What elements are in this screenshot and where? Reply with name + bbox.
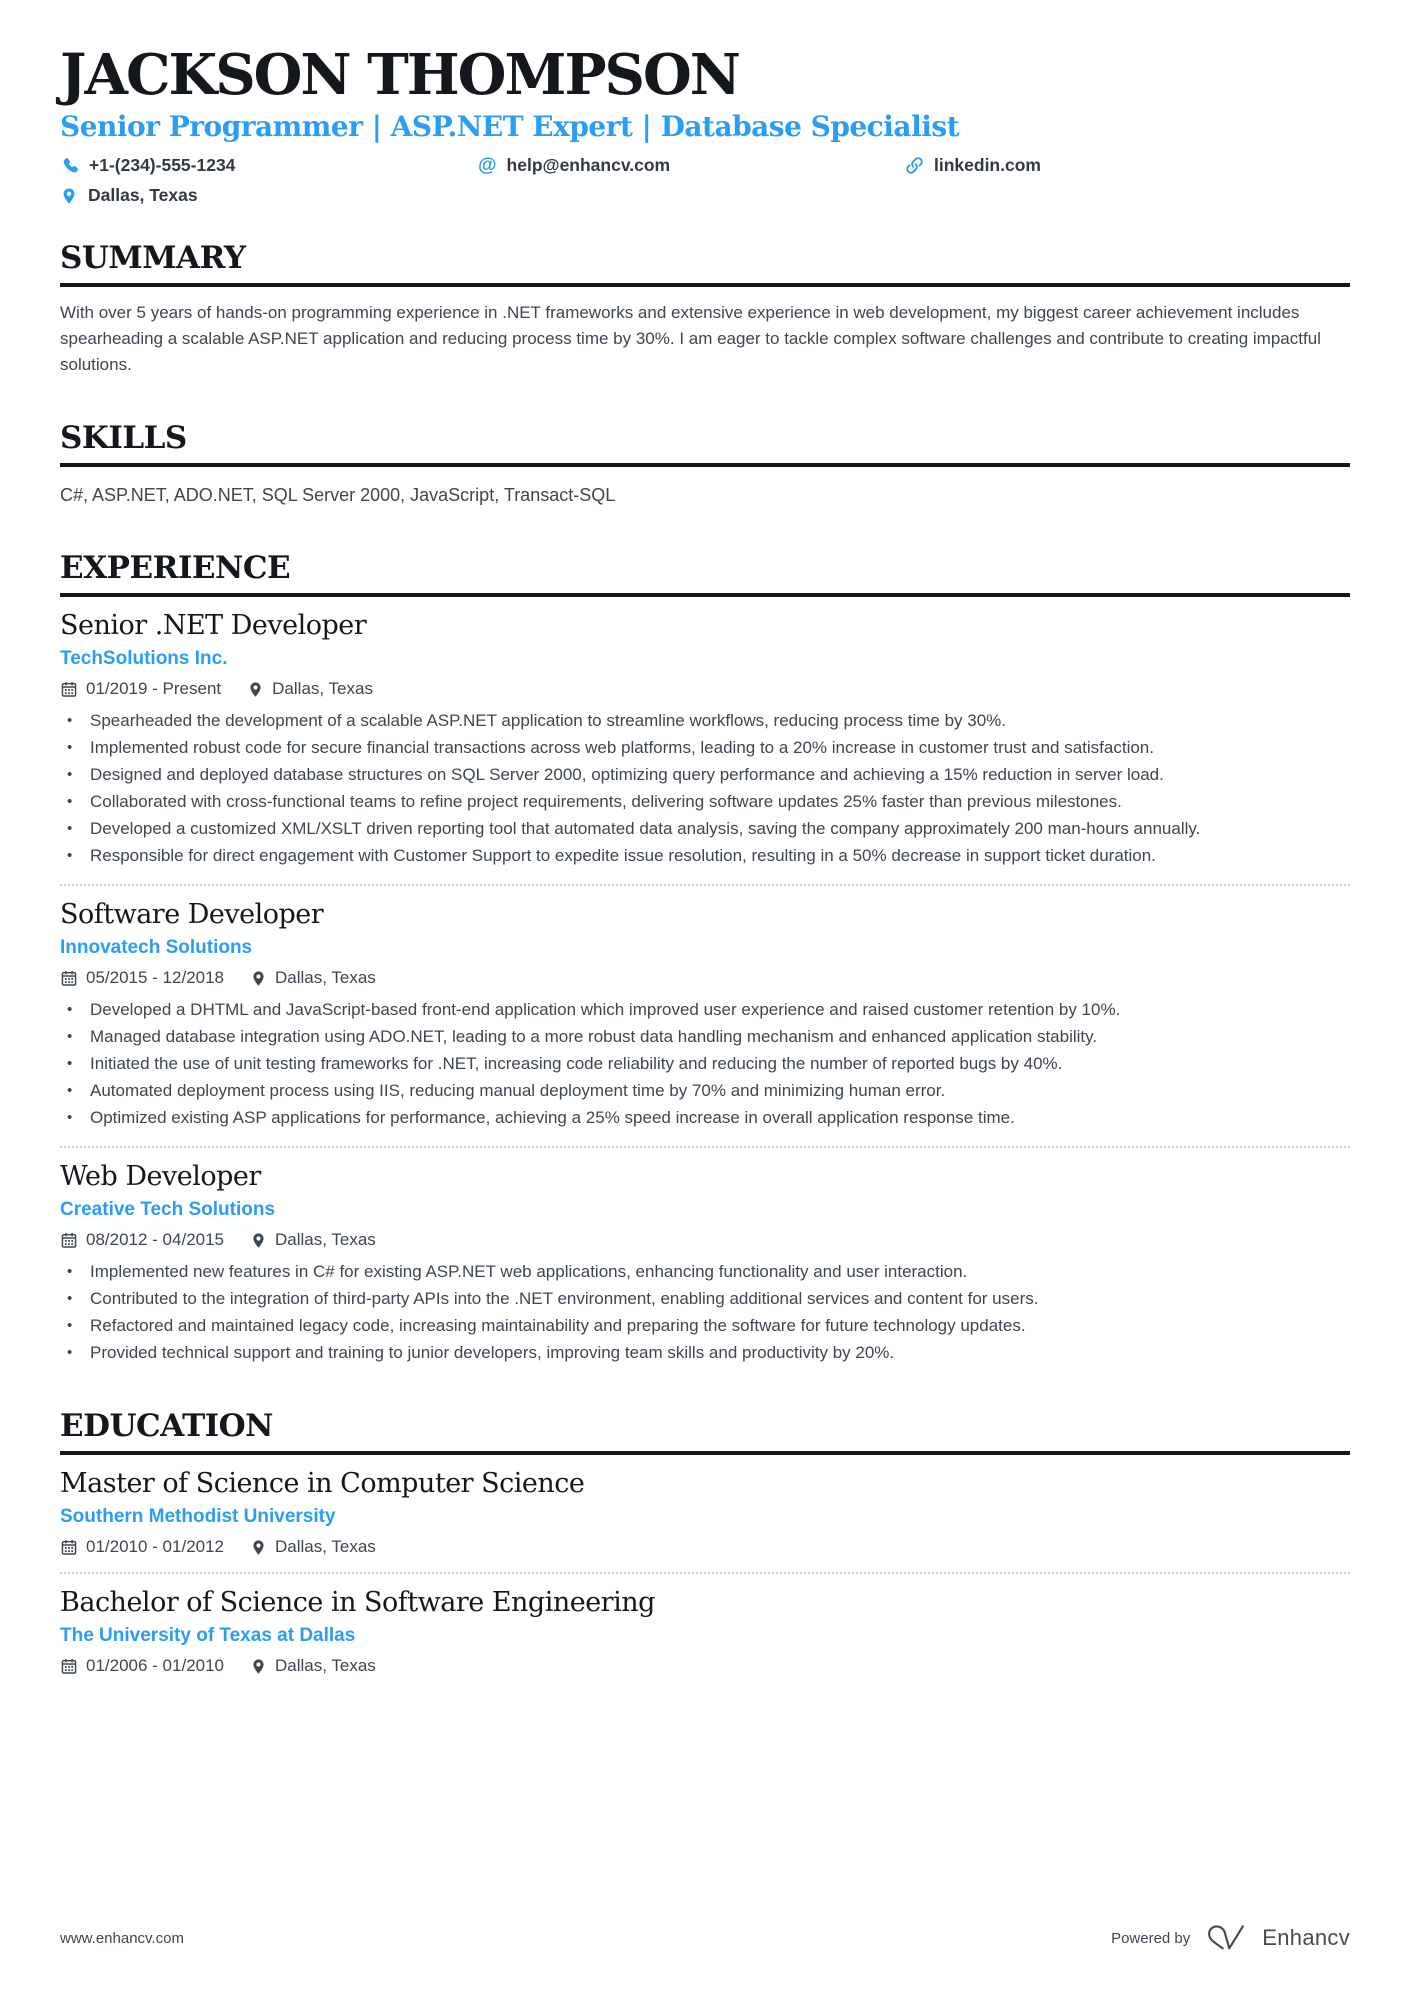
degree-meta <box>60 1537 1350 1557</box>
bullet-item: • Designed and deployed database structures on SQL Server 2000, optimizing query performance and achieving a 15% reduction in server load. <box>60 762 1350 788</box>
calendar-icon <box>60 969 78 987</box>
link-contact[interactable] <box>905 155 1041 176</box>
job-location: Dallas, Texas <box>275 968 376 988</box>
location-item <box>250 968 376 988</box>
job-title: Senior .NET Developer <box>60 610 367 642</box>
link-icon <box>905 156 924 175</box>
experience-entry <box>60 884 1350 1131</box>
skills-heading: SKILLS <box>60 420 1350 467</box>
calendar-icon <box>60 680 78 698</box>
pin-icon <box>250 1232 267 1249</box>
degree-location: Dallas, Texas <box>275 1537 376 1557</box>
degree-dates: 01/2006 - 01/2010 <box>86 1656 225 1676</box>
dates-item <box>60 1537 224 1557</box>
bullet-item: • Collaborated with cross-functional teams to refine project requirements, delivering software updates 25% faster than previous milestones. <box>60 789 1350 815</box>
linkedin-link[interactable]: linkedin.com <box>934 155 1041 176</box>
education-heading: EDUCATION <box>60 1408 1350 1455</box>
summary-text: With over 5 years of hands-on programming experience in .NET frameworks and extensive experience in web development, my biggest career achievement includes spearheading a scalable ASP.NET application and reducing process time by 30%. I am eager to tackle complex software challenges and contribute to creating impactful solutions. <box>60 303 1321 375</box>
bullet-item: • Implemented new features in C# for existing ASP.NET web applications, enhancing functionality and user interaction. <box>60 1259 1350 1285</box>
pin-icon <box>250 1658 267 1675</box>
job-title: Web Developer <box>60 1161 261 1193</box>
calendar-icon <box>60 1538 78 1556</box>
location-item <box>250 1537 376 1557</box>
bullet-item: • Refactored and maintained legacy code, increasing maintainability and preparing the software for future technology updates. <box>60 1313 1350 1339</box>
brand-name: Enhancv <box>1262 1925 1350 1950</box>
summary-heading: SUMMARY <box>60 240 1350 287</box>
bullet-item: • Developed a DHTML and JavaScript-based front-end application which improved user experience and raised customer retention by 10%. <box>60 997 1350 1023</box>
degree-title: Bachelor of Science in Software Engineering <box>60 1587 655 1619</box>
education-entry <box>60 1455 1350 1557</box>
education-entry <box>60 1572 1350 1676</box>
job-meta <box>60 1230 1350 1250</box>
job-meta <box>60 968 1350 988</box>
email-contact[interactable] <box>478 155 905 176</box>
location-item <box>250 1230 376 1250</box>
bullet-item: • Automated deployment process using IIS, reducing manual deployment time by 70% and minimizing human error. <box>60 1078 1350 1104</box>
company-name: Creative Tech Solutions <box>60 1199 276 1221</box>
experience-entry <box>60 597 1350 869</box>
company-name: TechSolutions Inc. <box>60 648 228 670</box>
phone-contact <box>60 155 478 176</box>
experience-entries <box>60 597 1350 1366</box>
bullet-item: • Provided technical support and training to junior developers, improving team skills and productivity by 20%. <box>60 1340 1350 1366</box>
bullet-item: • Responsible for direct engagement with Customer Support to expedite issue resolution, resulting in a 50% decrease in support ticket duration. <box>60 843 1350 869</box>
school-name: Southern Methodist University <box>60 1506 336 1528</box>
job-dates: 05/2015 - 12/2018 <box>86 968 225 988</box>
bullet-item: • Optimized existing ASP applications for performance, achieving a 25% speed increase in overall application response time. <box>60 1105 1350 1131</box>
bullet-item: • Implemented robust code for secure financial transactions across web platforms, leading to a 20% increase in customer trust and satisfaction. <box>60 735 1350 761</box>
job-title: Software Developer <box>60 899 324 931</box>
job-bullets <box>60 708 1350 869</box>
email-address[interactable]: help@enhancv.com <box>506 155 671 176</box>
page-footer <box>60 1923 1350 1953</box>
pin-icon <box>250 970 267 987</box>
calendar-icon <box>60 1231 78 1249</box>
bullet-item: • Contributed to the integration of third-party APIs into the .NET environment, enabling additional services and content for users. <box>60 1286 1350 1312</box>
headline: Senior Programmer | ASP.NET Expert | Database Specialist <box>60 110 960 144</box>
job-bullets <box>60 1259 1350 1366</box>
experience-section <box>60 550 1350 1366</box>
job-dates: 01/2019 - Present <box>86 679 222 699</box>
website-link[interactable]: www.enhancv.com <box>60 1929 184 1947</box>
pin-icon <box>247 681 264 698</box>
school-name: The University of Texas at Dallas <box>60 1625 356 1647</box>
bullet-item: • Initiated the use of unit testing frameworks for .NET, increasing code reliability and reducing the number of reported bugs by 40%. <box>60 1051 1350 1077</box>
job-meta <box>60 679 1350 699</box>
phone-number: +1-(234)-555-1234 <box>89 155 236 176</box>
dates-item <box>60 679 221 699</box>
person-name: JACKSON THOMPSON <box>60 42 739 108</box>
experience-entry <box>60 1146 1350 1366</box>
education-entries <box>60 1455 1350 1676</box>
job-location: Dallas, Texas <box>272 679 373 699</box>
location-item <box>250 1656 376 1676</box>
bullet-item: • Spearheaded the development of a scalable ASP.NET application to streamline workflows, reducing process time by 30%. <box>60 708 1350 734</box>
degree-title: Master of Science in Computer Science <box>60 1468 585 1500</box>
at-icon: @ <box>478 155 497 177</box>
job-location: Dallas, Texas <box>275 1230 376 1250</box>
location-text: Dallas, Texas <box>88 185 198 206</box>
resume-header <box>60 42 1350 206</box>
bullet-item: • Managed database integration using ADO.NET, leading to a more robust data handling mechanism and enhanced application stability. <box>60 1024 1350 1050</box>
dates-item <box>60 1230 224 1250</box>
location-contact <box>60 185 478 206</box>
degree-dates: 01/2010 - 01/2012 <box>86 1537 225 1557</box>
job-dates: 08/2012 - 04/2015 <box>86 1230 225 1250</box>
skills-section <box>60 420 1350 508</box>
experience-heading: EXPERIENCE <box>60 550 1350 597</box>
dates-item <box>60 968 224 988</box>
job-bullets <box>60 997 1350 1131</box>
calendar-icon <box>60 1657 78 1675</box>
contact-info <box>60 155 1350 206</box>
pin-icon <box>60 187 78 205</box>
skills-list: C#, ASP.NET, ADO.NET, SQL Server 2000, JavaScript, Transact-SQL <box>60 485 616 506</box>
brand-block <box>1111 1923 1350 1953</box>
location-item <box>247 679 373 699</box>
powered-by-label: Powered by <box>1111 1929 1191 1947</box>
bullet-item: • Developed a customized XML/XSLT driven reporting tool that automated data analysis, saving the company approximately 200 man-hours annually. <box>60 816 1350 842</box>
company-name: Innovatech Solutions <box>60 937 253 959</box>
dates-item <box>60 1656 224 1676</box>
degree-location: Dallas, Texas <box>275 1656 376 1676</box>
education-section <box>60 1408 1350 1676</box>
pin-icon <box>250 1539 267 1556</box>
phone-icon <box>60 156 79 175</box>
enhancv-heart-logo <box>1204 1923 1248 1953</box>
degree-meta <box>60 1656 1350 1676</box>
summary-section <box>60 240 1350 378</box>
